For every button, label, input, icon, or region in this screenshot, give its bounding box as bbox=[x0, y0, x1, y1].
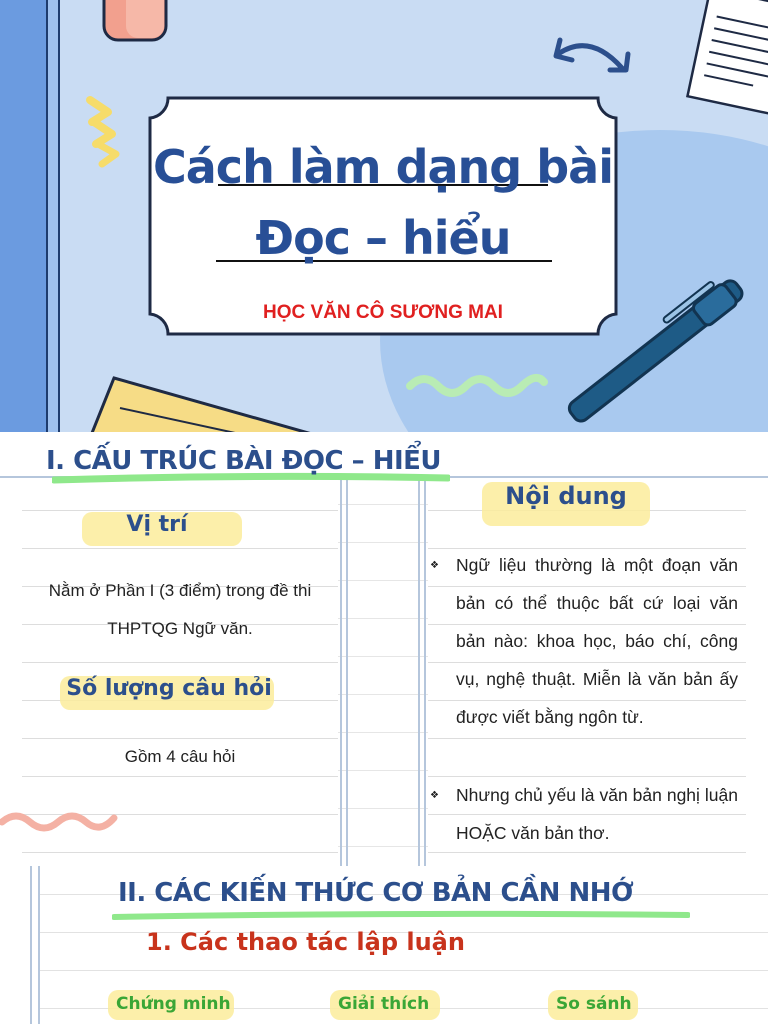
content-label: Nội dung bbox=[505, 482, 627, 510]
column-rule-4 bbox=[424, 476, 426, 866]
operation-label: Giải thích bbox=[338, 994, 430, 1014]
structure-section bbox=[0, 432, 768, 866]
position-label: Vị trí bbox=[126, 512, 188, 537]
notebook-icon bbox=[86, 374, 316, 432]
content-bullet-1: Ngữ liệu thường là một đoạn văn bản có thể thuộc bất cứ loại văn bản nào: khoa học, báo chí, công vụ, nghệ thuật. Miễn là văn bản ấy được viết bằng ngôn từ. bbox=[456, 555, 738, 727]
operation-label: Chứng minh bbox=[116, 994, 231, 1014]
paper-sheet-icon bbox=[680, 0, 768, 120]
title-card bbox=[148, 96, 618, 336]
curved-arrow-icon bbox=[548, 30, 638, 90]
bullet-icon: ❖ bbox=[430, 790, 439, 801]
question-count-label: Số lượng câu hỏi bbox=[66, 676, 272, 701]
eraser-icon bbox=[96, 0, 176, 50]
cover-section bbox=[0, 0, 768, 432]
position-text: Nằm ở Phần I (3 điểm) trong đề thi THPTQG Ngữ văn. bbox=[48, 581, 312, 638]
squiggle-deco-icon bbox=[404, 368, 550, 402]
operation-label: So sánh bbox=[556, 994, 632, 1014]
page-title-line2: Đọc – hiểu bbox=[255, 211, 511, 265]
knowledge-section bbox=[0, 866, 768, 1024]
column-rule-3 bbox=[418, 476, 420, 866]
chevron-deco-icon bbox=[80, 92, 130, 168]
binder-band bbox=[0, 0, 46, 432]
binder-line-inner bbox=[58, 0, 60, 432]
pink-squiggle-icon bbox=[0, 808, 120, 836]
heading-underline-mark bbox=[112, 910, 690, 922]
page-subtitle: HỌC VĂN CÔ SƯƠNG MAI bbox=[263, 302, 503, 323]
subheading-arguments: 1. Các thao tác lập luận bbox=[146, 928, 465, 956]
section-heading-knowledge: II. CÁC KIẾN THỨC CƠ BẢN CẦN NHỚ bbox=[118, 878, 634, 908]
ruled-gap bbox=[338, 476, 428, 866]
question-count-text: Gồm 4 câu hỏi bbox=[124, 747, 236, 766]
binder-band-inner bbox=[48, 0, 58, 432]
margin-rule-2 bbox=[38, 866, 40, 1024]
column-rule-2 bbox=[346, 476, 348, 866]
content-bullet-2: Nhưng chủ yếu là văn bản nghị luận HOẶC văn bản thơ. bbox=[456, 785, 738, 843]
column-rule-1 bbox=[340, 476, 342, 866]
page-title-line1: Cách làm dạng bài bbox=[153, 140, 613, 194]
section-heading-structure: I. CẤU TRÚC BÀI ĐỌC – HIỂU bbox=[46, 446, 442, 476]
bullet-icon: ❖ bbox=[430, 560, 439, 571]
margin-rule-1 bbox=[30, 866, 32, 1024]
